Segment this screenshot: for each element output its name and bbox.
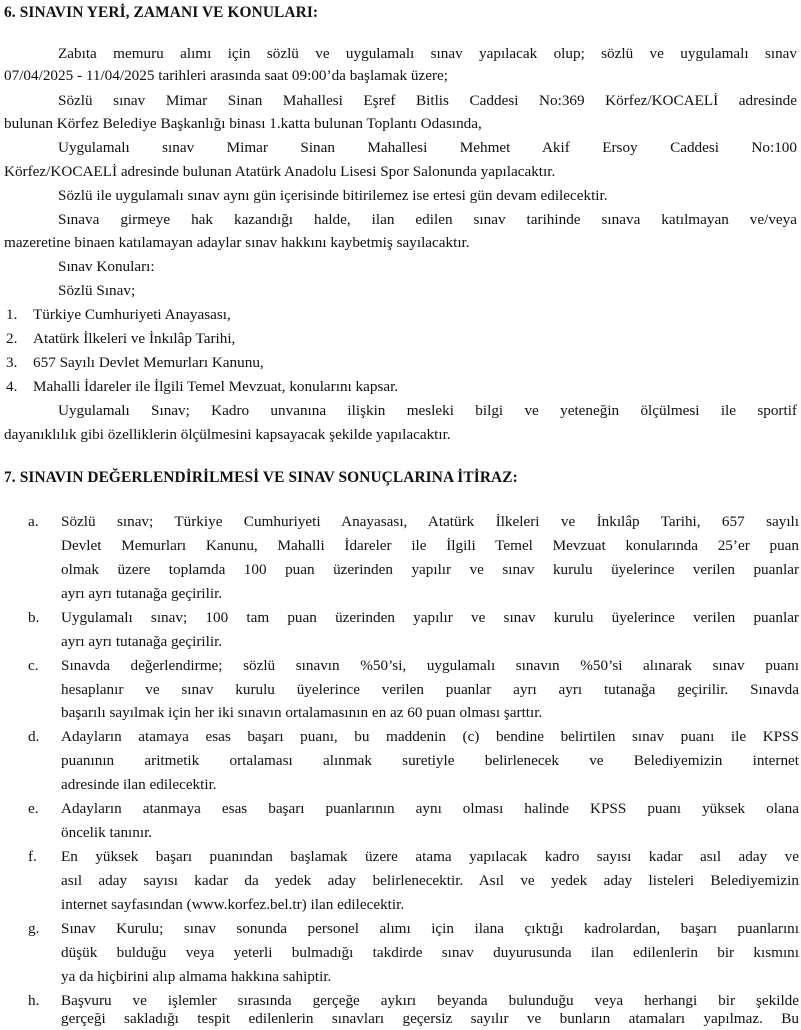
- topic-number: 3.: [6, 354, 18, 371]
- paragraph-line: Sözlü sınav Mimar Sinan Mahallesi Eşref Bitlis Caddesi No:369 Körfez/KOCAELİ adresinde: [58, 92, 797, 109]
- paragraph-line: 07/04/2025 - 11/04/2025 tarihleri arasında saat 09:00’da başlamak üzere;: [4, 67, 448, 84]
- item-line: adresinde ilan edilecektir.: [61, 776, 217, 793]
- item-line: Başvuru ve işlemler sırasında gerçeğe aykırı beyanda bulunduğu veya herhangi bir şekilde: [61, 992, 799, 1009]
- item-line: öncelik tanınır.: [61, 824, 153, 841]
- topic-number: 4.: [6, 378, 18, 395]
- item-line: Sözlü sınav; Türkiye Cumhuriyeti Anayasası, Atatürk İlkeleri ve İnkılâp Tarihi, 657 sayılı: [61, 513, 799, 530]
- topic-text: Mahalli İdareler ile İlgili Temel Mevzuat, konularını kapsar.: [33, 378, 399, 395]
- paragraph-line: dayanıklılık gibi özelliklerin ölçülmesini kapsayacak şekilde yapılacaktır.: [4, 426, 451, 443]
- topic-text: Atatürk İlkeleri ve İnkılâp Tarihi,: [33, 330, 236, 347]
- item-label: b.: [28, 609, 40, 626]
- item-line: başarılı sayılmak için her iki sınavın ortalamasının en az 60 puan olması şarttır.: [61, 704, 543, 721]
- paragraph-line: Zabıta memuru alımı için sözlü ve uygulamalı sınav yapılacak olup; sözlü ve uygulamalı sınav: [58, 45, 797, 62]
- item-label: e.: [28, 800, 39, 817]
- item-line: asıl aday sayısı kadar da yedek aday belirlenecektir. Asıl ve yedek aday listeleri Belediyemizin: [61, 872, 799, 889]
- item-label: h.: [28, 992, 40, 1009]
- section-7-heading: 7. SINAVIN DEĞERLENDİRİLMESİ VE SINAV SONUÇLARINA İTİRAZ:: [4, 469, 518, 486]
- item-line: Adayların atanmaya esas başarı puanlarının aynı olması halinde KPSS puanı yüksek olana: [61, 800, 799, 817]
- item-label: f.: [28, 848, 37, 865]
- oral-exam-label: Sözlü Sınav;: [58, 282, 136, 299]
- item-line: gerçeği sakladığı tespit edilenlerin sınavları geçersiz sayılır ve bunların atamaları yapılmaz. Bu: [61, 1010, 799, 1027]
- item-line: düşük bulduğu veya yeterli bulmadığı takdirde sınav duyurusunda ilan edilenlerin bir kısmını: [61, 944, 799, 961]
- item-line: Sınavda değerlendirme; sözlü sınavın %50’si, uygulamalı sınavın %50’si alınarak sınav puanı: [61, 657, 799, 674]
- item-line: Devlet Memurları Kanunu, Mahalli İdareler ile İlgili Temel Mevzuat konularında 25’er puan: [61, 537, 799, 554]
- paragraph-line: Uygulamalı sınav Mimar Sinan Mahallesi Mehmet Akif Ersoy Caddesi No:100: [58, 139, 797, 156]
- item-line: ayrı ayrı tutanağa geçirilir.: [61, 633, 223, 650]
- paragraph-line: Uygulamalı Sınav; Kadro unvanına ilişkin mesleki bilgi ve yeteneğin ölçülmesi ile sportif: [58, 402, 797, 419]
- item-line: Sınav Kurulu; sınav sonunda personel alımı için ilana çıktığı kadrolardan, başarı puanlarını: [61, 920, 799, 937]
- paragraph-line: Sözlü ile uygulamalı sınav aynı gün içerisinde bitirilemez ise ertesi gün devam edilecektir.: [58, 187, 608, 204]
- topic-text: 657 Sayılı Devlet Memurları Kanunu,: [33, 354, 264, 371]
- item-label: d.: [28, 728, 40, 745]
- topic-number: 1.: [6, 306, 18, 323]
- item-label: g.: [28, 920, 40, 937]
- item-line: internet sayfasından (www.korfez.bel.tr) ilan edilecektir.: [61, 896, 405, 913]
- item-label: c.: [28, 657, 39, 674]
- paragraph-line: bulunan Körfez Belediye Başkanlığı binası 1.katta bulunan Toplantı Odasında,: [4, 115, 482, 132]
- section-6-heading: 6. SINAVIN YERİ, ZAMANI VE KONULARI:: [4, 4, 319, 21]
- item-line: olmak üzere toplamda 100 puan üzerinden yapılır ve sınav kurulu üyelerince verilen puanlar: [61, 561, 799, 578]
- topic-text: Türkiye Cumhuriyeti Anayasası,: [33, 306, 231, 323]
- item-label: a.: [28, 513, 39, 530]
- item-line: Adayların atamaya esas başarı puanı, bu maddenin (c) bendine belirtilen sınav puanı ile KPSS: [61, 728, 799, 745]
- topics-label: Sınav Konuları:: [58, 258, 155, 275]
- item-line: ayrı ayrı tutanağa geçirilir.: [61, 585, 223, 602]
- paragraph-line: mazeretine binaen katılamayan adaylar sınav hakkını kaybetmiş sayılacaktır.: [4, 234, 470, 251]
- item-line: ya da hiçbirini alıp almama hakkına sahiptir.: [61, 968, 332, 985]
- topic-number: 2.: [6, 330, 18, 347]
- paragraph-line: Sınava girmeye hak kazandığı halde, ilan edilen sınav tarihinde sınava katılmayan ve/veya: [58, 211, 797, 228]
- paragraph-line: Körfez/KOCAELİ adresinde bulunan Atatürk Anadolu Lisesi Spor Salonunda yapılacaktır.: [4, 163, 556, 180]
- item-line: hesaplanır ve sınav kurulu üyelerince verilen puanlar ayrı ayrı tutanağa geçirilir. Sınavda: [61, 681, 799, 698]
- item-line: puanının aritmetik ortalaması alınmak suretiyle belirlenecek ve Belediyemizin internet: [61, 752, 799, 769]
- item-line: En yüksek başarı puanından başlamak üzere atama yapılacak kadro sayısı kadar asıl aday ve: [61, 848, 799, 865]
- item-line: Uygulamalı sınav; 100 tam puan üzerinden yapılır ve sınav kurulu üyelerince verilen puanlar: [61, 609, 799, 626]
